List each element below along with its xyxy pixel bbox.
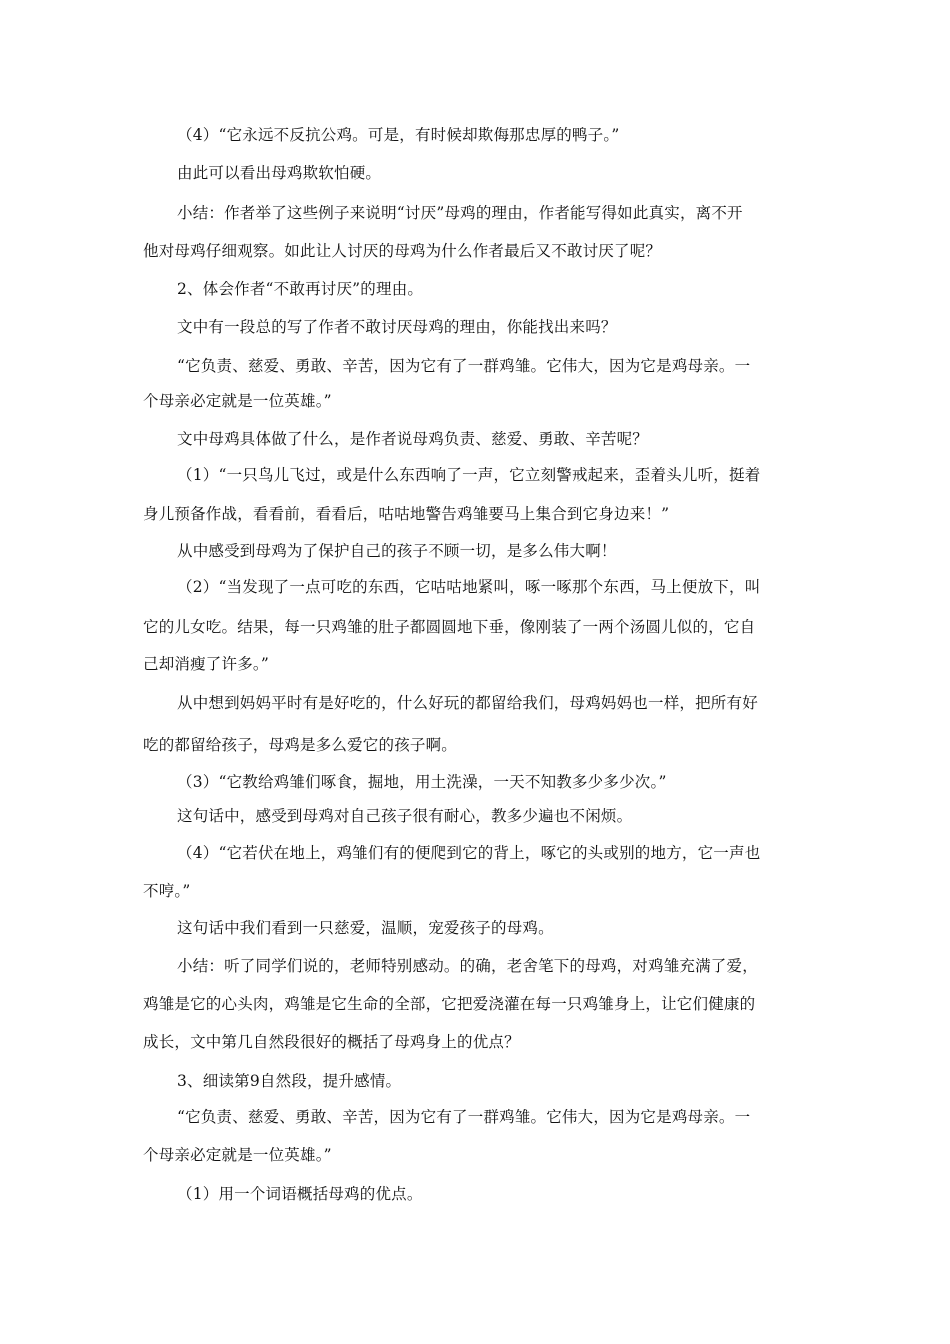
text-line: 这句话中我们看到一只慈爱，温顺，宠爱孩子的母鸡。: [177, 919, 554, 937]
quote-line: （3）“它教给鸡雏们啄食，掘地，用土洗澡，一天不知教多少多少次。”: [177, 773, 667, 791]
text-line: 他对母鸡仔细观察。如此让人讨厌的母鸡为什么作者最后又不敢讨厌了呢？: [143, 242, 662, 260]
text-line: 由此可以看出母鸡欺软怕硬。: [177, 164, 382, 182]
quote-line: 个母亲必定就是一位英雄。”: [143, 1146, 332, 1164]
text-line: 成长，文中第几自然段很好的概括了母鸡身上的优点？: [143, 1033, 520, 1051]
quote-line: 不哼。”: [143, 882, 191, 900]
quote-line: （4）“它若伏在地上，鸡雏们有的便爬到它的背上，啄它的头或别的地方，它一声也: [177, 844, 761, 862]
text-line: 从中想到妈妈平时有是好吃的，什么好玩的都留给我们，母鸡妈妈也一样，把所有好: [177, 694, 758, 712]
section-heading: 2、体会作者“不敢再讨厌”的理由。: [177, 280, 424, 298]
text-line: 文中母鸡具体做了什么，是作者说母鸡负责、慈爱、勇敢、辛苦呢？: [177, 430, 649, 448]
quote-line: 个母亲必定就是一位英雄。”: [143, 392, 332, 410]
text-line: 文中有一段总的写了作者不敢讨厌母鸡的理由，你能找出来吗？: [177, 318, 617, 336]
quote-line: “它负责、慈爱、勇敢、辛苦，因为它有了一群鸡雏。它伟大，因为它是鸡母亲。一: [177, 357, 751, 375]
quote-line: 身儿预备作战，看看前，看看后，咕咕地警告鸡雏要马上集合到它身边来！”: [143, 505, 670, 523]
text-line: 从中感受到母鸡为了保护自己的孩子不顾一切，是多么伟大啊！: [177, 542, 617, 560]
question-line: （1）用一个词语概括母鸡的优点。: [177, 1185, 423, 1203]
text-line: 小结：听了同学们说的，老师特别感动。的确，老舍笔下的母鸡，对鸡雏充满了爱，: [177, 957, 758, 975]
text-line: 吃的都留给孩子，母鸡是多么爱它的孩子啊。: [143, 736, 458, 754]
text-line: （4）“它永远不反抗公鸡。可是，有时候却欺侮那忠厚的鸭子。”: [177, 126, 620, 144]
quote-line: 它的儿女吃。结果，每一只鸡雏的肚子都圆圆地下垂，像刚装了一两个汤圆儿似的，它自: [143, 618, 756, 636]
quote-line: （1）“一只鸟儿飞过，或是什么东西响了一声，它立刻警戒起来，歪着头儿听，挺着: [177, 466, 761, 484]
text-line: 小结：作者举了这些例子来说明“讨厌”母鸡的理由，作者能写得如此真实，离不开: [177, 204, 743, 222]
quote-line: 己却消瘦了许多。”: [143, 655, 269, 673]
quote-line: （2）“当发现了一点可吃的东西，它咕咕地紧叫，啄一啄那个东西，马上便放下，叫: [177, 578, 761, 596]
text-line: 这句话中，感受到母鸡对自己孩子很有耐心，教多少遍也不闲烦。: [177, 807, 633, 825]
text-line: 鸡雏是它的心头肉，鸡雏是它生命的全部，它把爱浇灌在每一只鸡雏身上，让它们健康的: [143, 995, 756, 1013]
quote-line: “它负责、慈爱、勇敢、辛苦，因为它有了一群鸡雏。它伟大，因为它是鸡母亲。一: [177, 1108, 751, 1126]
section-heading: 3、细读第9自然段，提升感情。: [177, 1072, 402, 1090]
